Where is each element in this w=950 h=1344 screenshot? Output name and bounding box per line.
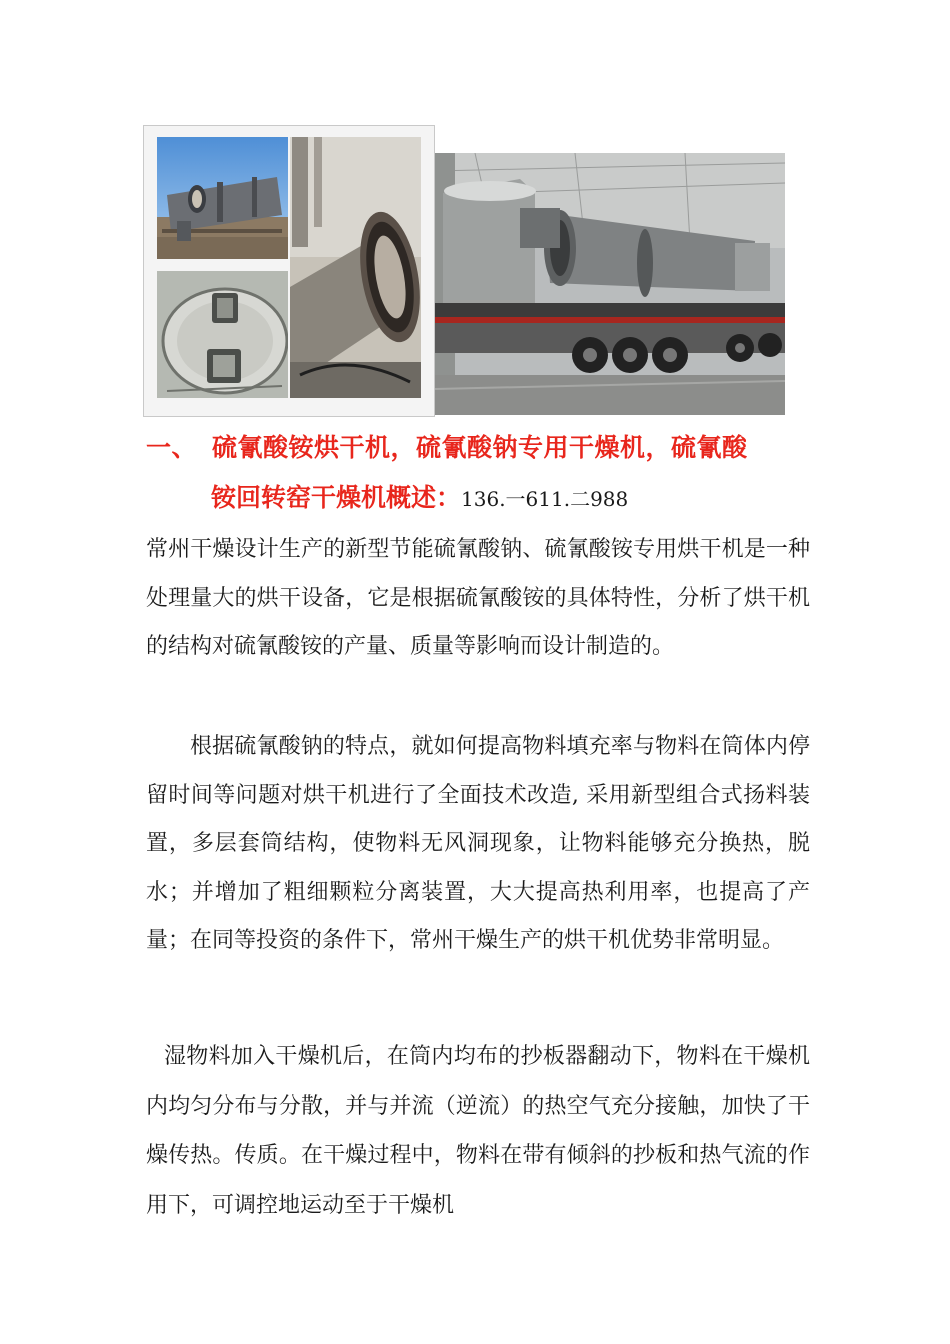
paragraph-overview: 常州干燥设计生产的新型节能硫氰酸钠、硫氰酸铵专用烘干机是一种处理量大的烘干设备，它是根据硫氰酸铵的具体特性，分析了烘干机的结构对硫氰酸铵的产量、质量等影响而设计制造的。 [146, 537, 810, 659]
section-heading-line2 [211, 478, 628, 514]
left-photo-column [157, 137, 288, 398]
heading-text-line2: 铵回转窑干燥机概述： [211, 483, 462, 512]
section-number: 一、 [146, 433, 198, 462]
heading-text-line1: 硫氰酸铵烘干机，硫氰酸钠专用干燥机，硫氰酸 [212, 433, 748, 462]
dryer-on-truck-photo [435, 153, 785, 415]
paragraph-features: 根据硫氰酸钠的特点，就如何提高物料填充率与物料在筒体内停留时间等问题对烘干机进行了全面技术改造, 采用新型组合式扬料装置，多层套筒结构，使物料无风洞现象，让物料能够充分换热，脱水；并增加了粗细颗粒分离装置，大大提高热利用率，也提高了产量；在同等投资的条件下，常州干燥生产的烘干机优势非常明显。 [146, 734, 810, 953]
phone-number: 136.一611.二988 [461, 487, 629, 511]
dryer-drum-gear-photo [290, 137, 421, 398]
photo-collage [143, 125, 435, 417]
paragraph-process: 湿物料加入干燥机后，在筒内均布的抄板器翻动下，物料在干燥机内均匀分布与分散，并与并流（逆流）的热空气充分接触，加快了干燥传热。传质。在干燥过程中，物料在带有倾斜的抄板和热气流的作用下，可调控地运动至于干燥机 [146, 1044, 810, 1218]
dryer-end-cover-photo [157, 271, 288, 398]
rotary-dryer-outdoor-photo [157, 137, 288, 259]
section-heading-line1 [146, 428, 748, 464]
